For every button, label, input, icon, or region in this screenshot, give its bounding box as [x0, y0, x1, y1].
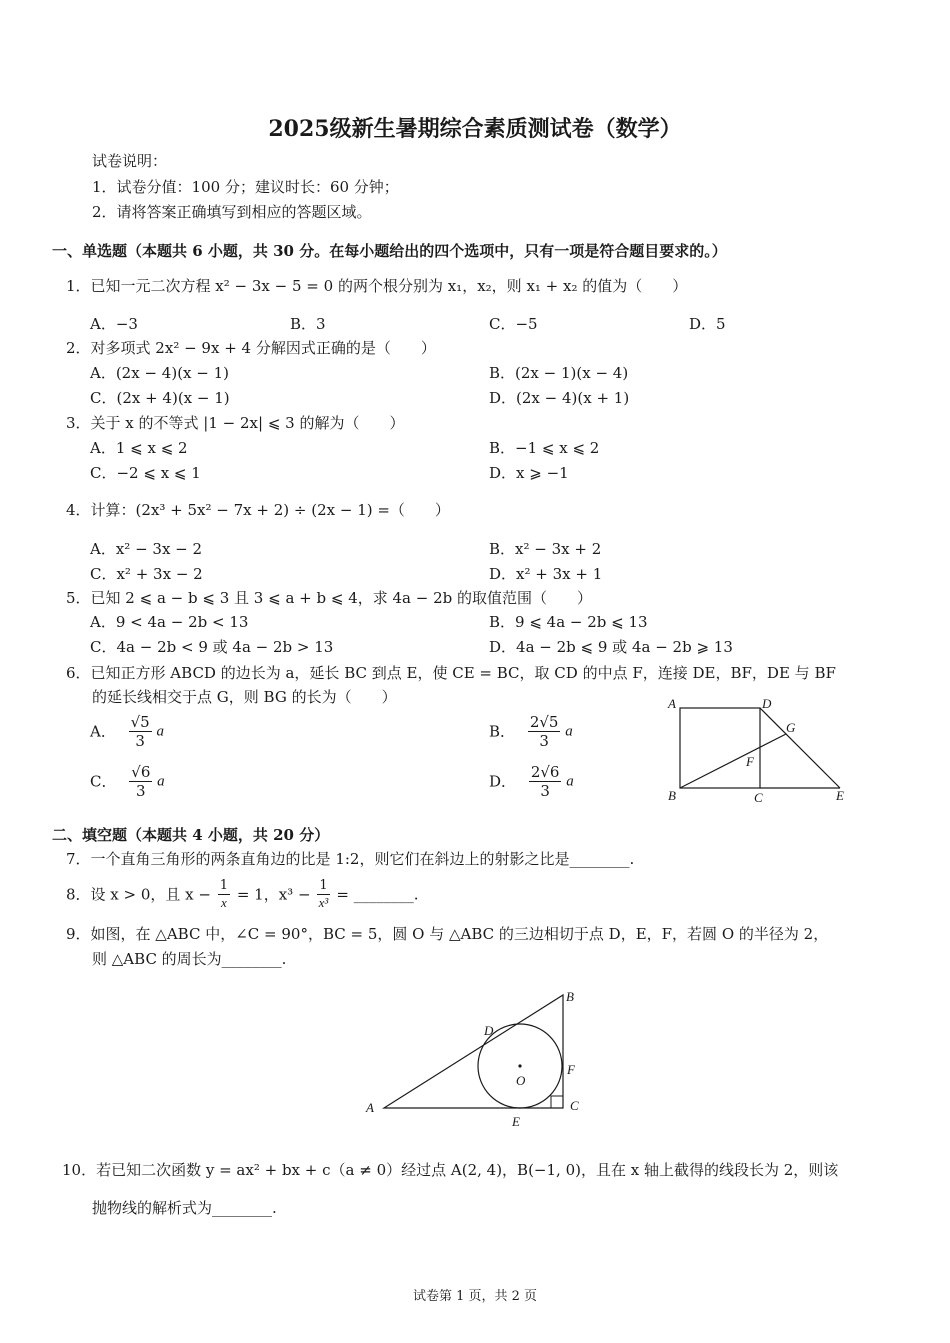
question-2-option-d: D．(2x − 4)(x + 1) — [489, 389, 630, 407]
question-6-option-a — [90, 713, 164, 750]
question-8-stem — [66, 878, 418, 911]
question-1-option-a: A．−3 — [90, 315, 138, 333]
instruction-item: 1．试卷分值：100 分；建议时长：60 分钟； — [92, 178, 399, 196]
question-5-option-d: D．4a − 2b ⩽ 9 或 4a − 2b ⩾ 13 — [489, 638, 733, 656]
label-b: B — [668, 788, 676, 803]
question-4-option-c: C．x² + 3x − 2 — [90, 565, 203, 583]
question-6-figure — [660, 694, 860, 806]
option-label: D． — [489, 772, 517, 791]
variable: a — [566, 773, 574, 790]
page-footer: 试卷第 1 页，共 2 页 — [412, 1289, 538, 1304]
question-10-stem: 10．若已知二次函数 y = ax² + bx + c（a ≠ 0）经过点 A(2, 4)，B(−1, 0)，且在 x 轴上截得的线段长为 2，则该 — [62, 1161, 839, 1179]
label-b: B — [566, 989, 574, 1004]
fraction-denominator: 3 — [539, 732, 549, 750]
label-c: C — [570, 1098, 579, 1113]
center-dot — [518, 1064, 521, 1067]
fraction-denominator: 3 — [136, 782, 146, 800]
instruction-item: 2．请将答案正确填写到相应的答题区域。 — [92, 203, 372, 221]
fraction-numerator: 2√5 — [529, 713, 559, 731]
fraction-denominator: 3 — [135, 732, 145, 750]
question-9-figure — [360, 985, 600, 1135]
question-1-stem: 1．已知一元二次方程 x² − 3x − 5 = 0 的两个根分别为 x₁，x₂，则 x₁ + x₂ 的值为（ ） — [66, 277, 688, 295]
question-6-option-c — [90, 763, 165, 800]
question-3-option-a: A．1 ⩽ x ⩽ 2 — [90, 439, 188, 457]
section-heading-single-choice: 一、单选题（本题共 6 小题，共 30 分。在每小题给出的四个选项中，只有一项是符合题目要求的。） — [52, 242, 727, 260]
question-3-stem: 3．关于 x 的不等式 |1 − 2x| ⩽ 3 的解为（ ） — [66, 414, 405, 432]
question-2-option-c: C．(2x + 4)(x − 1) — [90, 389, 230, 407]
label-a: A — [366, 1100, 374, 1115]
question-3-option-b: B．−1 ⩽ x ⩽ 2 — [489, 439, 600, 457]
question-3-option-d: D．x ⩾ −1 — [489, 464, 569, 482]
question-4-stem: 4．计算：(2x³ + 5x² − 7x + 2) ÷ (2x − 1) =（ ） — [66, 501, 450, 519]
label-f: F — [567, 1062, 575, 1077]
question-2-option-a: A．(2x − 4)(x − 1) — [90, 364, 229, 382]
question-3-option-c: C．−2 ⩽ x ⩽ 1 — [90, 464, 201, 482]
question-9-stem-continued: 则 △ABC 的周长为________. — [92, 950, 287, 968]
instructions-heading: 试卷说明： — [92, 152, 168, 170]
question-1-option-c: C．−5 — [489, 315, 538, 333]
fraction-denominator: x³ — [318, 895, 329, 910]
question-9-stem: 9．如图，在 △ABC 中，∠C = 90°，BC = 5，圆 O 与 △ABC 的三边相切于点 D，E，F，若圆 O 的半径为 2， — [66, 925, 829, 943]
fraction-denominator: x — [221, 895, 227, 910]
question-8-part-b: = 1，x³ − — [236, 885, 311, 904]
question-4-option-a: A．x² − 3x − 2 — [90, 540, 203, 558]
label-g: G — [786, 720, 796, 735]
question-5-option-b: B．9 ⩽ 4a − 2b ⩽ 13 — [489, 613, 648, 631]
label-c: C — [754, 790, 763, 805]
label-a: A — [668, 696, 676, 711]
variable: a — [565, 723, 573, 740]
question-6-stem: 6．已知正方形 ABCD 的边长为 a，延长 BC 到点 E，使 CE = BC，取 CD 的中点 F，连接 DE，BF，DE 与 BF — [66, 664, 836, 682]
question-5-option-a: A．9 < 4a − 2b < 13 — [90, 613, 249, 631]
fraction-numerator: 1 — [219, 878, 229, 893]
question-1-option-d: D．5 — [689, 315, 726, 333]
question-8-part-c: = ________. — [336, 885, 419, 904]
label-o: O — [516, 1073, 526, 1088]
question-2-option-b: B．(2x − 1)(x − 4) — [489, 364, 629, 382]
segment-bg — [680, 734, 786, 788]
option-label: A． — [90, 722, 116, 741]
option-label: B． — [489, 722, 516, 741]
question-6-option-b — [489, 713, 573, 750]
question-2-stem: 2．对多项式 2x² − 9x + 4 分解因式正确的是（ ） — [66, 339, 436, 357]
page-title: 2025级新生暑期综合素质测试卷（数学） — [268, 116, 682, 142]
question-5-stem: 5．已知 2 ⩽ a − b ⩽ 3 且 3 ⩽ a + b ⩽ 4，求 4a − 2b 的取值范围（ ） — [66, 589, 593, 607]
right-angle-mark — [551, 1096, 563, 1108]
segment-de — [760, 708, 840, 788]
variable: a — [157, 773, 165, 790]
question-4-option-d: D．x² + 3x + 1 — [489, 565, 603, 583]
label-d: D — [484, 1023, 494, 1038]
question-4-option-b: B．x² − 3x + 2 — [489, 540, 602, 558]
question-10-stem-continued: 抛物线的解析式为________. — [92, 1199, 277, 1217]
fraction-denominator: 3 — [540, 782, 550, 800]
fraction-numerator: 2√6 — [530, 763, 560, 781]
question-5-option-c: C．4a − 2b < 9 或 4a − 2b > 13 — [90, 638, 334, 656]
option-label: C． — [90, 772, 117, 791]
question-6-stem-continued: 的延长线相交于点 G，则 BG 的长为（ ） — [92, 688, 397, 706]
square-abcd — [680, 708, 760, 788]
fraction-numerator: √6 — [131, 763, 151, 781]
label-f: F — [746, 754, 754, 769]
section-heading-fill-in: 二、填空题（本题共 4 小题，共 20 分） — [52, 826, 330, 844]
fraction-numerator: √5 — [130, 713, 150, 731]
question-6-option-d — [489, 763, 574, 800]
question-7-stem: 7．一个直角三角形的两条直角边的比是 1:2，则它们在斜边上的射影之比是________. — [66, 850, 635, 868]
variable: a — [156, 723, 165, 740]
question-8-part-a: 8．设 x > 0，且 x − — [66, 885, 211, 904]
question-1-option-b: B．3 — [290, 315, 326, 333]
triangle-abc — [384, 995, 563, 1108]
label-d: D — [762, 696, 772, 711]
label-e: E — [836, 788, 844, 803]
label-e: E — [512, 1114, 520, 1129]
fraction-numerator: 1 — [319, 878, 328, 893]
